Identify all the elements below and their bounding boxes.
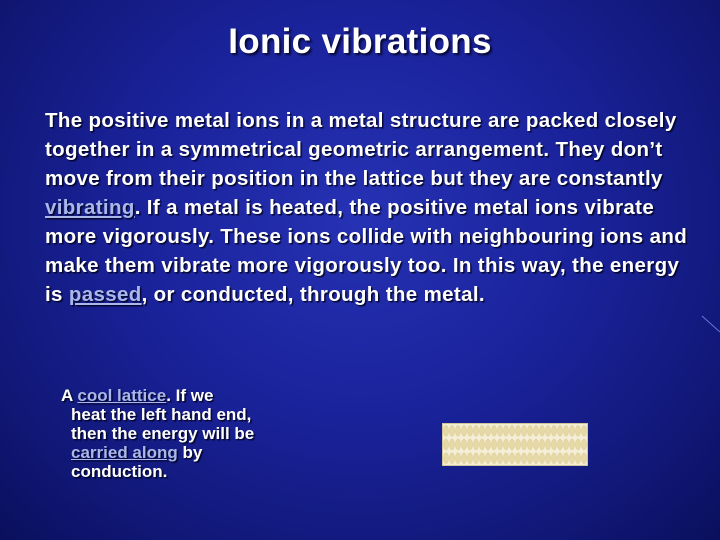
lattice-ion bbox=[491, 425, 496, 436]
lattice-ion bbox=[509, 453, 514, 464]
lattice-ion bbox=[521, 425, 526, 436]
lattice-ion bbox=[479, 453, 484, 464]
lattice-ion bbox=[473, 425, 478, 436]
lattice-ion bbox=[485, 453, 490, 464]
lattice-ion bbox=[473, 453, 478, 464]
lattice-ion bbox=[485, 425, 490, 436]
lattice-ion bbox=[497, 425, 502, 436]
caption-text-1: . If we bbox=[166, 386, 214, 405]
lattice-ion bbox=[539, 439, 544, 450]
lattice-ion bbox=[551, 453, 556, 464]
lattice-ion bbox=[563, 453, 568, 464]
lattice-ion bbox=[443, 453, 448, 464]
lattice-ion bbox=[575, 453, 580, 464]
lattice-ion bbox=[581, 439, 586, 450]
lattice-ion bbox=[533, 453, 538, 464]
caption-line-3: then the energy will be bbox=[71, 424, 255, 443]
lattice-ion bbox=[449, 425, 454, 436]
lattice-ion bbox=[497, 453, 502, 464]
lattice-ion bbox=[551, 425, 556, 436]
lattice-ion bbox=[449, 439, 454, 450]
lattice-ion bbox=[545, 425, 550, 436]
lattice-ion bbox=[443, 439, 448, 450]
lattice-ion bbox=[575, 425, 580, 436]
lattice-ion bbox=[533, 425, 538, 436]
caption-line-2: heat the left hand end, bbox=[71, 405, 252, 424]
cool-lattice-link[interactable]: cool lattice bbox=[77, 386, 167, 405]
lattice-ion bbox=[515, 425, 520, 436]
lattice-ion bbox=[473, 439, 478, 450]
lattice-ion bbox=[485, 439, 490, 450]
lattice-ion bbox=[557, 425, 562, 436]
lattice-ion bbox=[509, 425, 514, 436]
lattice-ion bbox=[503, 453, 508, 464]
lattice-ion bbox=[557, 453, 562, 464]
caption-prefix: A bbox=[61, 386, 78, 405]
lattice-ion bbox=[509, 439, 514, 450]
lattice-ion bbox=[545, 439, 550, 450]
lattice-ion bbox=[527, 453, 532, 464]
caption-line-1 bbox=[61, 386, 213, 405]
lattice-ion bbox=[569, 425, 574, 436]
lattice-ion bbox=[497, 439, 502, 450]
lattice-ion bbox=[491, 453, 496, 464]
lattice-ion bbox=[461, 425, 466, 436]
lattice-ion bbox=[581, 425, 586, 436]
lattice-ion bbox=[479, 439, 484, 450]
lattice-ion bbox=[491, 439, 496, 450]
lattice-ion bbox=[455, 453, 460, 464]
lattice-ion bbox=[551, 439, 556, 450]
lattice-ion bbox=[455, 439, 460, 450]
lattice-ions-graphic bbox=[443, 424, 587, 465]
lattice-ion bbox=[455, 425, 460, 436]
lattice-ion bbox=[461, 439, 466, 450]
lattice-ion bbox=[533, 439, 538, 450]
paragraph-text-1: The positive metal ions in a metal structure are packed closely together in a symmetrical geometric arrangement. They don’t move from their position in the lattice but they are constantly bbox=[45, 109, 677, 190]
caption-text-2: by bbox=[177, 443, 203, 462]
lattice-ion bbox=[503, 425, 508, 436]
lattice-ion bbox=[515, 453, 520, 464]
lattice-ion bbox=[581, 453, 586, 464]
lattice-ion bbox=[569, 439, 574, 450]
lattice-ion bbox=[503, 439, 508, 450]
lattice-ion bbox=[527, 425, 532, 436]
vibrating-link[interactable]: vibrating bbox=[45, 196, 135, 219]
lattice-ion bbox=[539, 453, 544, 464]
caption-line-5: conduction. bbox=[71, 462, 168, 481]
lattice-ion bbox=[539, 425, 544, 436]
lattice-ion bbox=[479, 425, 484, 436]
metal-lattice-image[interactable] bbox=[442, 423, 588, 466]
carried-along-link[interactable]: carried along bbox=[71, 443, 178, 462]
lattice-ion bbox=[563, 425, 568, 436]
paragraph-text-3: , or conducted, through the metal. bbox=[141, 283, 485, 306]
lattice-ion bbox=[443, 425, 448, 436]
lattice-ion bbox=[467, 425, 472, 436]
lattice-ion bbox=[467, 439, 472, 450]
lattice-ion bbox=[449, 453, 454, 464]
caption-line-4 bbox=[61, 443, 311, 462]
lattice-ion bbox=[467, 453, 472, 464]
lattice-ion bbox=[461, 453, 466, 464]
slide-title: Ionic vibrations bbox=[228, 22, 492, 61]
lattice-ion bbox=[521, 439, 526, 450]
lattice-ion bbox=[545, 453, 550, 464]
lattice-ion bbox=[515, 439, 520, 450]
lattice-ion bbox=[575, 439, 580, 450]
lattice-ion bbox=[521, 453, 526, 464]
lattice-ion bbox=[563, 439, 568, 450]
lattice-ion bbox=[527, 439, 532, 450]
lattice-caption bbox=[61, 386, 311, 481]
slide-body-paragraph bbox=[45, 106, 695, 309]
lattice-ion bbox=[557, 439, 562, 450]
passed-link[interactable]: passed bbox=[68, 283, 142, 306]
lattice-ion bbox=[569, 453, 574, 464]
paragraph-text-2: . If a metal is heated, the positive metal ions vibrate more vigorously. These ions collide with neighbouring ions and make them vibrate more vigorously too. In this way, the energy is bbox=[45, 196, 688, 306]
